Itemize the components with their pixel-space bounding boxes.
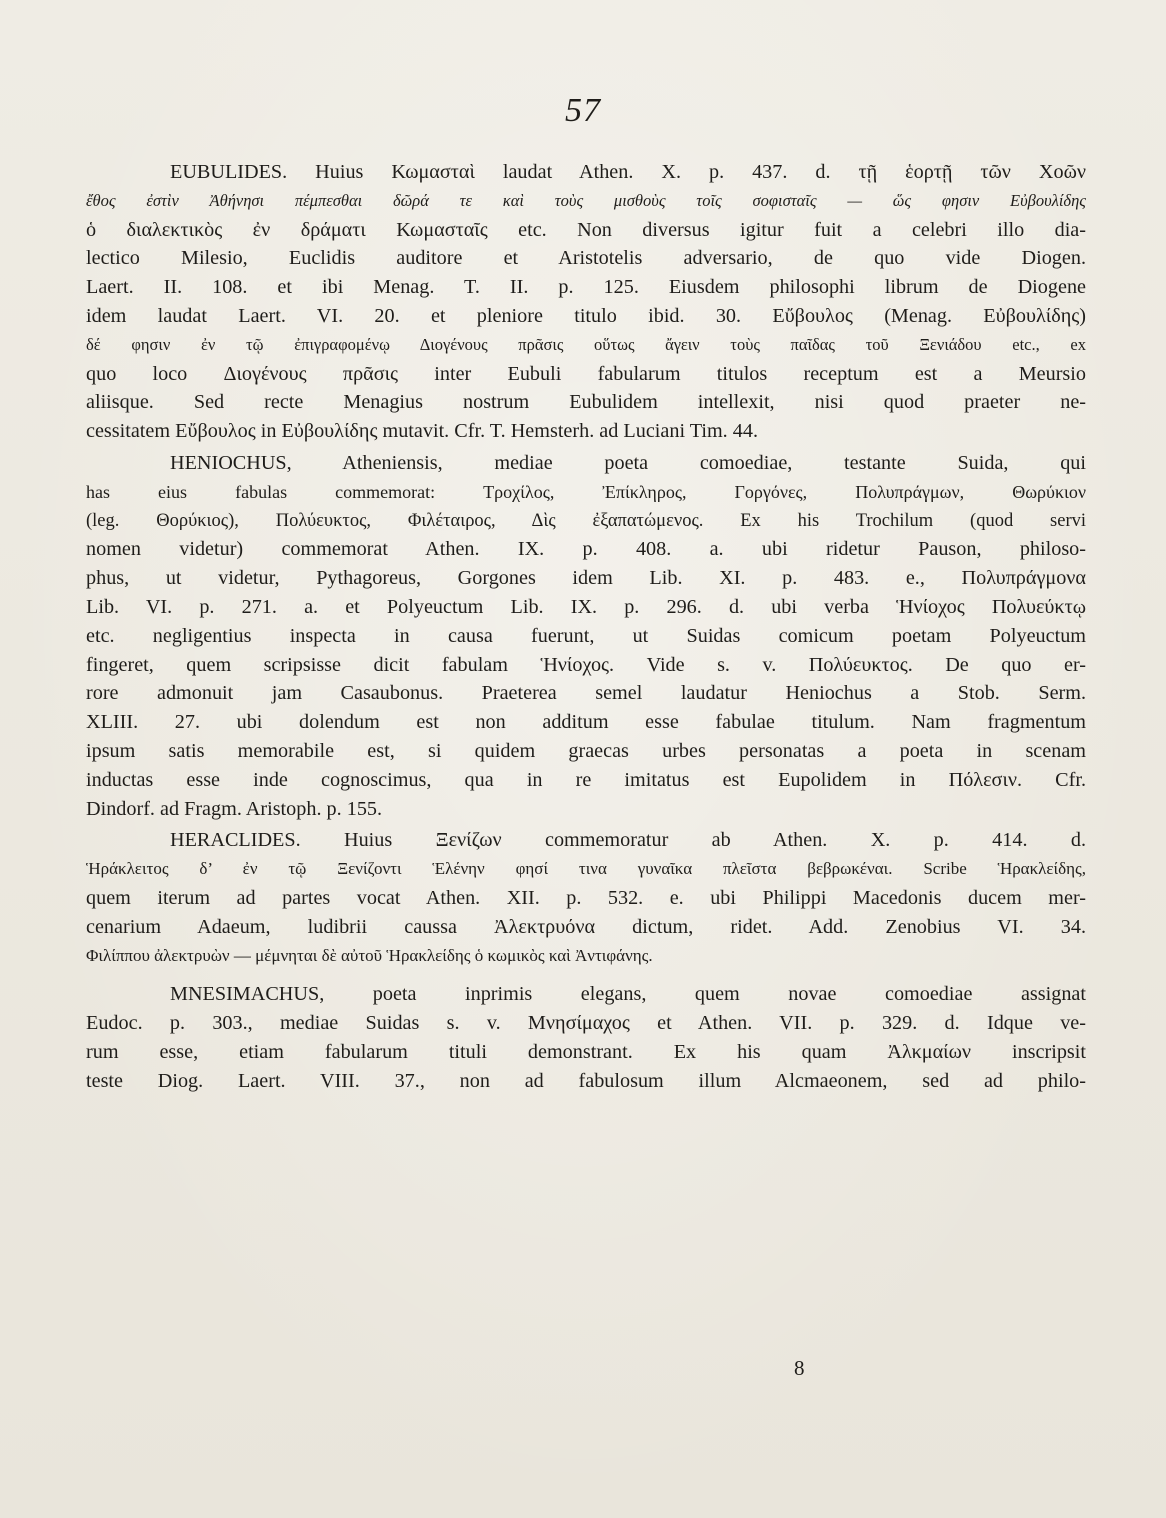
text-line: ὁ διαλεκτικὸς ἐν δράματι Κωμασταῖς etc. Non diversus igitur fuit a celebri illo dia- — [86, 218, 1086, 241]
body-text — [86, 158, 1086, 1096]
text-line: cessitatem Εὔβουλος in Εὐβουλίδης mutavit. Cfr. T. Hemsterh. ad Luciani Tim. 44. — [86, 420, 759, 443]
text-line: ἔθος ἐστὶν Ἀθήνησι πέμπεσθαι δῶρά τε καὶ τοὺς μισθοὺς τοῖς σοφισταῖς — ὥς φησιν Εὐβουλίδης — [86, 190, 1086, 210]
text-line: Laert. II. 108. et ibi Menag. T. II. p. 125. Eiusdem philosophi librum de Diogene — [86, 276, 1086, 299]
text-line: nomen videtur) commemorat Athen. IX. p. 408. a. ubi ridetur Pauson, philoso- — [86, 538, 1086, 561]
gathering-signature: 8 — [794, 1356, 805, 1380]
text-line: (leg. Θορύκιος), Πολύευκτος, Φιλέταιρος, Δὶς ἐξαπατώμενος. Ex his Trochilum (quod servi — [86, 510, 1086, 531]
text-line: Eudoc. p. 303., mediae Suidas s. v. Μνησίμαχος et Athen. VII. p. 329. d. Idque ve- — [86, 1012, 1086, 1035]
text-line: ipsum satis memorabile est, si quidem graecas urbes personatas a poeta in scenam — [86, 739, 1086, 762]
text-line: has eius fabulas commemorat: Τροχίλος, Ἐπίκληρος, Γοργόνες, Πολυπράγμων, Θωρύκιον — [86, 481, 1086, 502]
page-number: 57 — [565, 92, 601, 129]
entry-heniochus — [86, 449, 1086, 823]
text-line: cenarium Adaeum, ludibrii caussa Ἀλεκτρυόνα dictum, ridet. Add. Zenobius VI. 34. — [86, 915, 1086, 938]
text-line: Lib. VI. p. 271. a. et Polyeuctum Lib. IX. p. 296. d. ubi verba Ἡνίοχος Πολυεύκτῳ — [86, 595, 1086, 618]
text-line: HENIOCHUS, Atheniensis, mediae poeta comoediae, testante Suida, qui — [170, 451, 1086, 474]
text-line: aliisque. Sed recte Menagius nostrum Eubulidem intellexit, nisi quod praeter ne- — [86, 391, 1086, 414]
text-line: HERACLIDES. Huius Ξενίζων commemoratur ab Athen. X. p. 414. d. — [170, 829, 1086, 852]
text-line: Φιλίππου ἀλεκτρυὼν — μέμνηται δὲ αὐτοῦ Ἡρακλείδης ὁ κωμικὸς καὶ Ἀντιφάνης. — [86, 945, 653, 965]
text-line: etc. negligentius inspecta in causa fuerunt, ut Suidas comicum poetam Polyeuctum — [86, 624, 1086, 647]
text-line: EUBULIDES. Huius Κωμασταὶ laudat Athen. X. p. 437. d. τῇ ἑορτῇ τῶν Χοῶν — [170, 161, 1086, 183]
text-line: fingeret, quem scripsisse dicit fabulam Ἡνίοχος. Vide s. v. Πολύευκτος. De quo er- — [86, 653, 1086, 676]
text-line: quo loco Διογένους πρᾶσις inter Eubuli fabularum titulos receptum est a Meursio — [86, 362, 1086, 385]
text-line: δέ φησιν ἐν τῷ ἐπιγραφομένῳ Διογένους πρᾶσις οὕτως ἄγειν τοὺς παῖδας τοῦ Ξενιάδου etc., ex — [86, 334, 1086, 354]
text-line: teste Diog. Laert. VIII. 37., non ad fabulosum illum Alcmaeonem, sed ad philo- — [86, 1069, 1086, 1092]
text-line: XLIII. 27. ubi dolendum est non additum esse fabulae titulum. Nam fragmentum — [86, 711, 1086, 734]
entry-eubulides — [86, 158, 1086, 446]
text-line: rum esse, etiam fabularum tituli demonstrant. Ex his quam Ἀλκμαίων inscripsit — [86, 1040, 1086, 1063]
text-line: lectico Milesio, Euclidis auditore et Aristotelis adversario, de quo vide Diogen. — [86, 247, 1086, 270]
text-line: idem laudat Laert. VI. 20. et pleniore titulo ibid. 30. Εὔβουλος (Menag. Εὐβουλίδης) — [86, 304, 1086, 327]
text-line: rore admonuit jam Casaubonus. Praeterea semel laudatur Heniochus a Stob. Serm. — [86, 682, 1086, 705]
text-line: inductas esse inde cognoscimus, qua in re imitatus est Eupolidem in Πόλεσιν. Cfr. — [86, 768, 1086, 791]
text-line: MNESIMACHUS, poeta inprimis elegans, quem novae comoediae assignat — [170, 983, 1086, 1006]
text-line: Dindorf. ad Fragm. Aristoph. p. 155. — [86, 797, 383, 820]
text-line: Ἡράκλειτος δ’ ἐν τῷ Ξενίζοντι Ἑλένην φησί τινα γυναῖκα πλεῖστα βεβρωκέναι. Scribe Ἡρακλείδης, — [86, 859, 1086, 879]
text-line: quem iterum ad partes vocat Athen. XII. p. 532. e. ubi Philippi Macedonis ducem mer- — [86, 886, 1086, 909]
entry-heraclides — [86, 826, 1086, 970]
entry-mnesimachus — [86, 980, 1086, 1095]
text-line: phus, ut videtur, Pythagoreus, Gorgones idem Lib. XI. p. 483. e., Πολυπράγμονα — [86, 567, 1086, 590]
